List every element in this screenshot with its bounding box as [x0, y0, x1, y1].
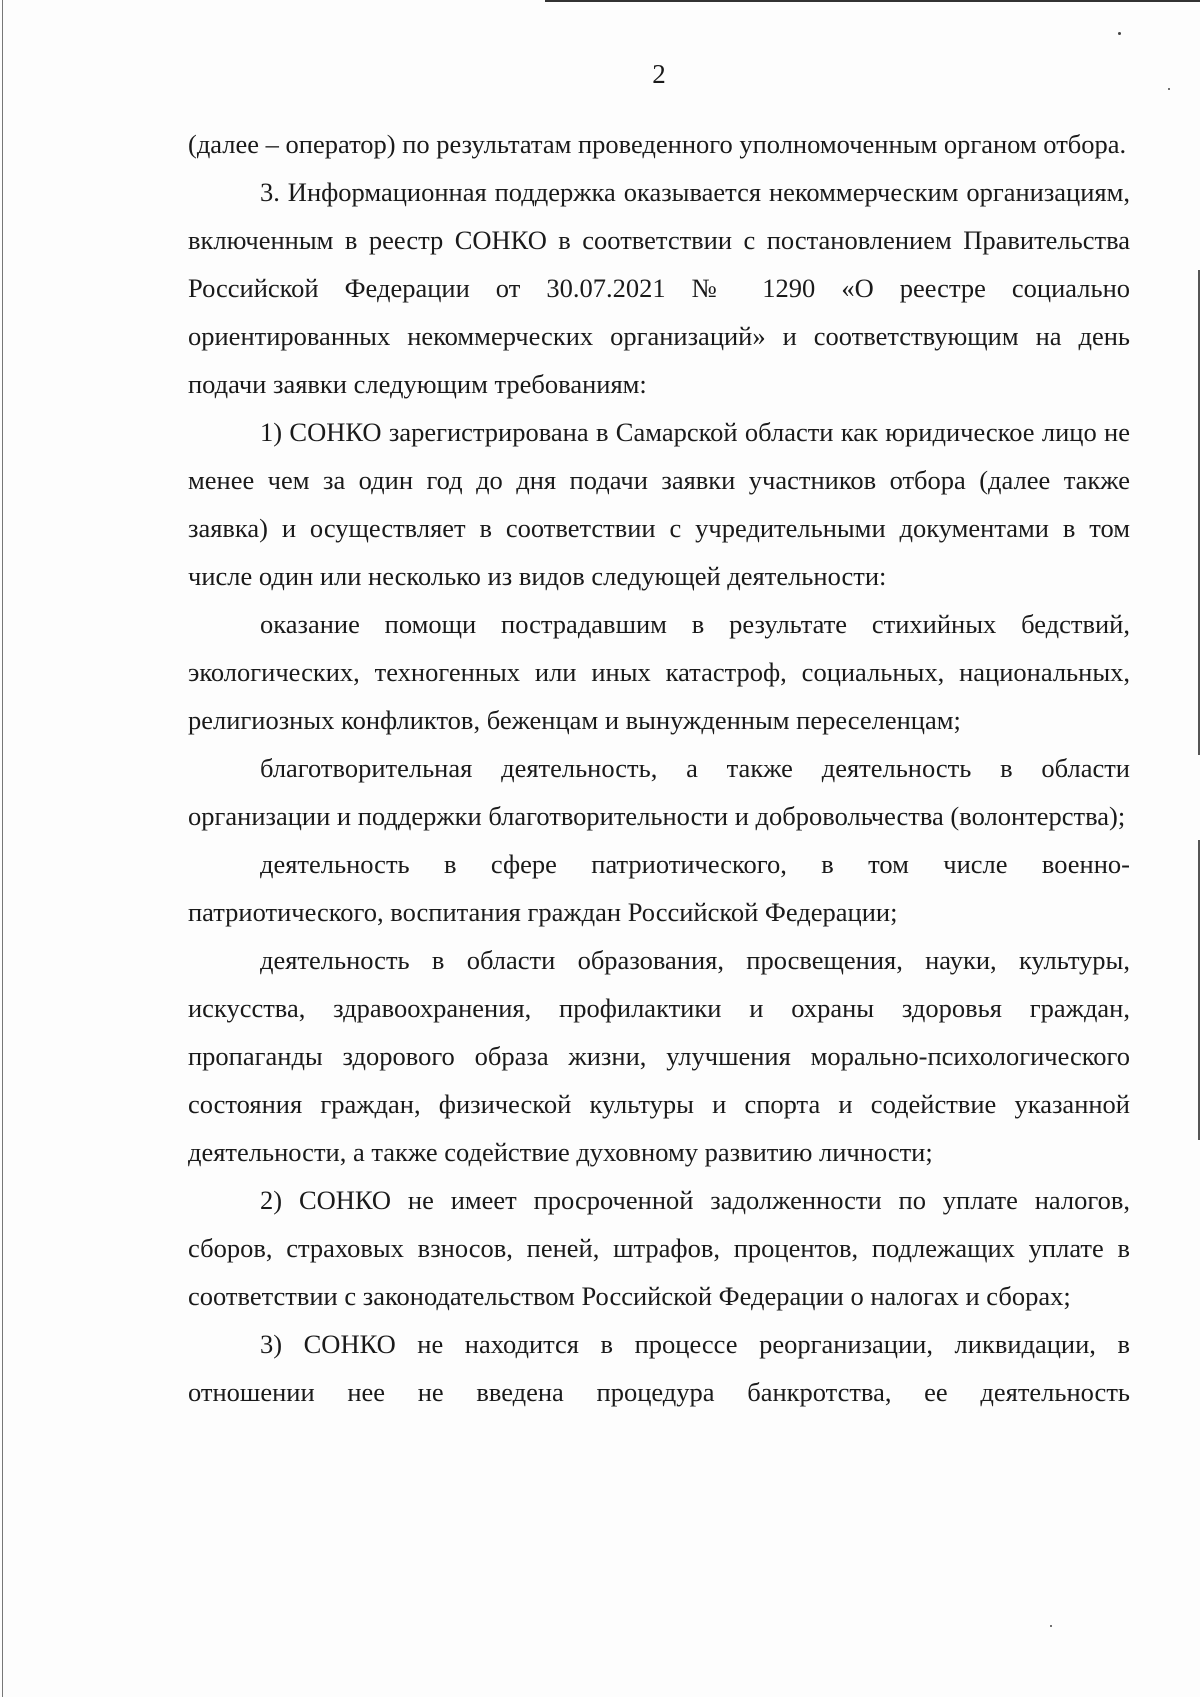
scan-edge-left — [2, 0, 3, 1697]
paragraph: 1) СОНКО зарегистрирована в Самарской области как юридическое лицо не менее чем за один год до дня подачи заявки участников отбора (далее также заявка) и осуществляет в соответствии с учредительными документами в том числе один или несколько из видов следующей деятельности: — [188, 417, 1130, 591]
paragraph: деятельность в сфере патриотического, в том числе военно-патриотического, воспитания граждан Российской Федерации; — [188, 849, 1130, 927]
scan-edge-top — [545, 0, 1200, 2]
paragraph: 3) СОНКО не находится в процессе реорганизации, ликвидации, в отношении нее не введена процедура банкротства, ее деятельность — [188, 1329, 1130, 1407]
paragraph: оказание помощи пострадавшим в результате стихийных бедствий, экологических, техногенных или иных катастроф, социальных, национальных, религиозных конфликтов, беженцам и вынужденным переселенцам; — [188, 609, 1130, 735]
paragraph: деятельность в области образования, просвещения, науки, культуры, искусства, здравоохранения, профилактики и охраны здоровья граждан, пропаганды здорового образа жизни, улучшения морально-психологического состояния граждан, физической культуры и спорта и содействие указанной деятельности, а также содействие духовному развитию личности; — [188, 945, 1130, 1167]
scan-speck — [1118, 32, 1121, 35]
paragraph: (далее – оператор) по результатам проведенного уполномоченным органом отбора. — [188, 129, 1127, 159]
document-body — [188, 120, 1130, 1416]
paragraph: 2) СОНКО не имеет просроченной задолженности по уплате налогов, сборов, страховых взносов, пеней, штрафов, процентов, подлежащих уплате в соответствии с законодательством Российской Федерации о налогах и сборах; — [188, 1185, 1130, 1311]
paragraph: 3. Информационная поддержка оказывается некоммерческим организациям, включенным в реестр СОНКО в соответствии с постановлением Правительства Российской Федерации от 30.07.2021 № 1290 «О реестре социально ориентированных некоммерческих организаций» и соответствующим на день подачи заявки следующим требованиям: — [188, 177, 1130, 399]
paragraph: благотворительная деятельность, а также деятельность в области организации и поддержки благотворительности и добровольчества (волонтерства); — [188, 753, 1130, 831]
scan-speck — [1050, 1625, 1052, 1627]
page-number: 2 — [652, 59, 666, 89]
